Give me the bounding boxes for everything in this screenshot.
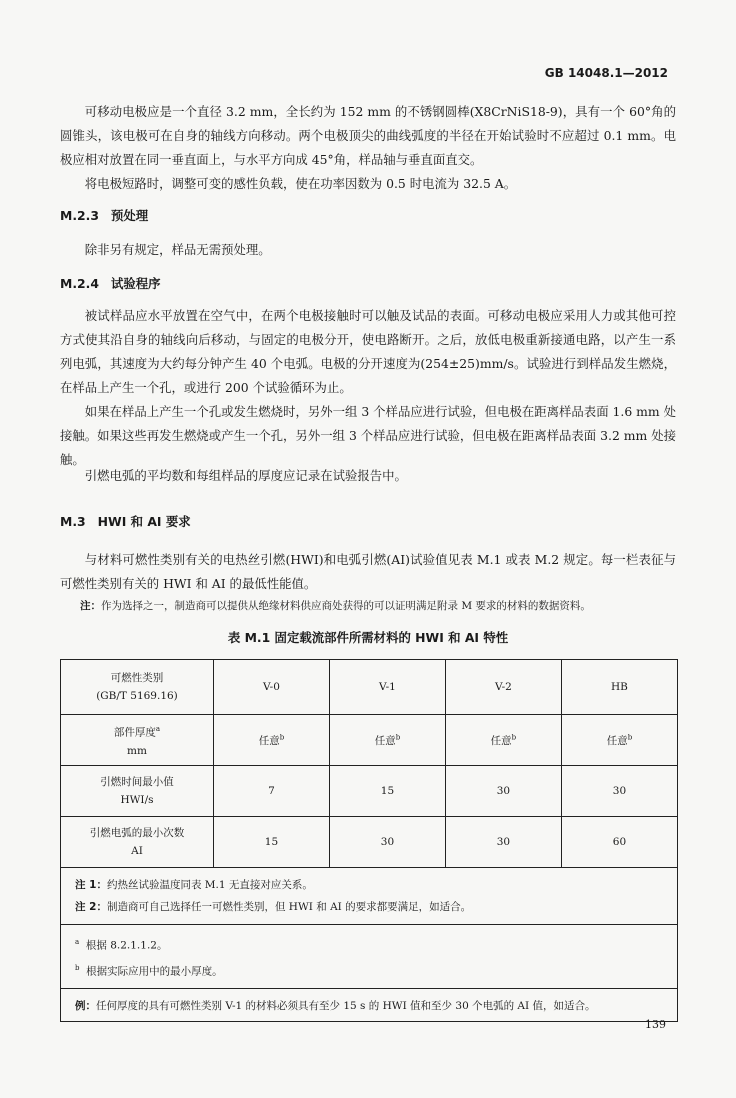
standard-code: GB 14048.1—2012 (544, 66, 668, 80)
footnote-mark: b (395, 733, 401, 741)
footnote-a (75, 931, 663, 957)
footnote-text: 根据实际应用中的最小厚度。 (86, 965, 223, 977)
note-text: 制造商可自己选择任一可燃性类别，但 HWI 和 AI 的要求都要满足，如适合。 (106, 901, 472, 913)
footnote-mark: a (75, 938, 80, 946)
footnote-b (75, 957, 663, 983)
row-header (61, 817, 214, 868)
table-note-2 (75, 896, 663, 918)
requirements-paragraph: 与材料可燃性类别有关的电热丝引燃(HWI)和电弧引燃(AI)试验值见表 M.1 或表 M.2 规定。每一栏表征与可燃性类别有关的 HWI 和 AI 的最低性能值。 (60, 552, 676, 591)
row-header (61, 715, 214, 766)
table-row (61, 817, 678, 868)
table-example-row (61, 989, 678, 1022)
row-header-line: (GB/T 5169.16) (96, 690, 178, 702)
table-cell: HB (561, 660, 677, 715)
page-number: 139 (645, 1018, 666, 1031)
footnote-mark: a (155, 725, 161, 734)
row-header-line: 引燃电弧的最小次数 (89, 827, 185, 839)
table-row (61, 766, 678, 817)
footnote-mark: b (511, 733, 517, 741)
cell-value: 任意 (374, 734, 396, 747)
section-number: M.3 (60, 514, 86, 529)
row-header-line: HWI/s (120, 794, 154, 806)
row-header-line: mm (127, 744, 147, 757)
note-text: 作为选择之一，制造商可以提供从绝缘材料供应商处获得的可以证明满足附录 M 要求的材料的数据资料。 (101, 600, 591, 612)
table-cell: 15 (214, 817, 330, 868)
section-title: 试验程序 (111, 276, 161, 291)
table-example (61, 989, 678, 1022)
table-cell: 15 (329, 766, 445, 817)
table-caption: 表 M.1 固定载流部件所需材料的 HWI 和 AI 特性 (227, 630, 509, 645)
table-footnotes-row (61, 925, 678, 989)
table-cell (445, 715, 561, 766)
section-number: M.2.3 (60, 208, 99, 223)
table-cell: V-0 (214, 660, 330, 715)
section-title: 预处理 (111, 208, 149, 223)
procedure-paragraph-1: 被试样品应水平放置在空气中，在两个电极接触时可以触及试品的表面。可移动电极应采用人力或其他可控方式使其沿自身的轴线向后移动，与固定的电极分开，使电路断开。之后，放低电极重新接通电路，以产生一系列电弧，其速度为大约每分钟产生 40 个电弧。电极的分开速度为(254±25)mm/s。试验进行到样品发生燃烧，在样品上产生一个孔，或进行 200 个试验循环为止。 (60, 308, 676, 395)
table-footnotes (61, 925, 678, 989)
short-circuit-paragraph: 将电极短路时，调整可变的感性负载，使在功率因数为 0.5 时电流为 32.5 A。 (84, 176, 517, 191)
example-label: 例： (75, 999, 96, 1012)
table-cell (214, 715, 330, 766)
table-cell: 60 (561, 817, 677, 868)
cell-value: 任意 (258, 734, 280, 747)
table-cell: 30 (445, 766, 561, 817)
procedure-paragraph-3: 引燃电弧的平均数和每组样品的厚度应记录在试验报告中。 (84, 468, 407, 483)
footnote-mark: b (75, 963, 80, 972)
table-cell: 30 (561, 766, 677, 817)
table-row (61, 660, 678, 715)
row-header-line: AI (131, 845, 143, 857)
note-text: 约热丝试验温度同表 M.1 无直接对应关系。 (106, 879, 313, 891)
example-text: 任何厚度的具有可燃性类别 V-1 的材料必须具有至少 15 s 的 HWI 值和至少 30 个电弧的 AI 值，如适合。 (96, 999, 596, 1012)
note-label: 注 1： (75, 879, 107, 891)
requirements-note (80, 598, 680, 614)
footnote-mark: b (279, 733, 285, 741)
section-heading-m24 (60, 274, 161, 292)
table-cell: 7 (214, 766, 330, 817)
pretreatment-paragraph: 除非另有规定，样品无需预处理。 (84, 242, 271, 257)
table-cell: 30 (329, 817, 445, 868)
table-note-1 (75, 874, 663, 896)
table-cell (329, 715, 445, 766)
row-header (61, 660, 214, 715)
row-header-line: 部件厚度 (113, 726, 156, 739)
table-cell: 30 (445, 817, 561, 868)
hwi-ai-table (60, 659, 678, 1022)
electrode-paragraph: 可移动电极应是一个直径 3.2 mm，全长约为 152 mm 的不锈钢圆棒(X8CrNiS18-9)，具有一个 60°角的圆锥头，该电极可在自身的轴线方向移动。两个电极顶尖的曲线弧度的半径在开始试验时不应超过 0.1 mm。电极应相对放置在同一垂直面上，与水平方向成 45°角，样品轴与垂直面直交。 (60, 104, 676, 167)
footnote-mark: b (627, 733, 633, 741)
table-cell: V-2 (445, 660, 561, 715)
cell-value: 任意 (490, 734, 512, 747)
row-header-line: 引燃时间最小值 (100, 776, 174, 788)
row-header (61, 766, 214, 817)
table-notes-row (61, 868, 678, 925)
note-label: 注 2： (75, 901, 107, 913)
footnote-text: 根据 8.2.1.1.2。 (85, 939, 168, 952)
row-header-line: 可燃性类别 (110, 672, 164, 684)
section-number: M.2.4 (60, 276, 99, 291)
section-heading-m23 (60, 206, 148, 224)
table-row (61, 715, 678, 766)
section-heading-m3 (60, 512, 191, 530)
note-label: 注： (80, 600, 101, 612)
table-notes (61, 868, 678, 925)
table-cell: V-1 (329, 660, 445, 715)
procedure-paragraph-2: 如果在样品上产生一个孔或发生燃烧时，另外一组 3 个样品应进行试验，但电极在距离样品表面 1.6 mm 处接触。如果这些再发生燃烧或产生一个孔，另外一组 3 个样品应进行试验，但电极在距离样品表面 3.2 mm 处接触。 (60, 404, 676, 467)
section-title: HWI 和 AI 要求 (97, 514, 191, 529)
cell-value: 任意 (606, 734, 628, 747)
table-cell (561, 715, 677, 766)
